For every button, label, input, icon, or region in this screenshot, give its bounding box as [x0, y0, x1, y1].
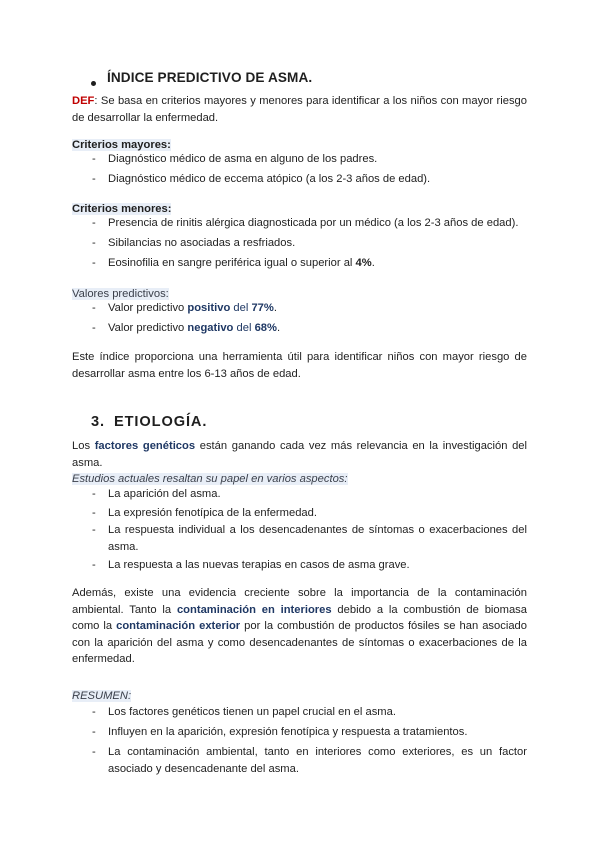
estudios-label: Estudios actuales resaltan su papel en varios aspectos:	[72, 473, 348, 485]
list-item: La respuesta individual a los desencadenantes de síntomas o exacerbaciones del asma.	[108, 524, 527, 553]
list-dash: -	[92, 726, 96, 738]
def-text: : Se basa en criterios mayores y menores para identificar a los niños con mayor riesgo de desarrollar la enfermedad.	[72, 95, 527, 124]
list-dash: -	[92, 488, 96, 500]
list-dash: -	[92, 153, 96, 165]
list-item-valor-positivo: Valor predictivo positivo del 77%.	[108, 302, 277, 314]
closing-paragraph: Este índice proporciona una herramienta útil para identificar niños con mayor riesgo de desarrollar asma entre los 6-13 años de edad.	[72, 351, 527, 380]
list-item-valor-negativo: Valor predictivo negativo del 68%.	[108, 322, 281, 334]
list-item: Influyen en la aparición, expresión fenotípica y respuesta a tratamientos.	[108, 726, 468, 738]
list-dash: -	[92, 322, 96, 334]
list-dash: -	[92, 507, 96, 519]
list-dash: -	[92, 237, 96, 249]
bullet-dot-icon	[91, 81, 96, 86]
list-item: Los factores genéticos tienen un papel crucial en el asma.	[108, 706, 396, 718]
heading-bullet	[91, 75, 96, 93]
section-number: 3.	[91, 414, 105, 430]
list-dash: -	[92, 559, 96, 571]
list-item: La contaminación ambiental, tanto en interiores como exteriores, es un factor asociado y desencadenante del asma.	[108, 746, 527, 775]
list-dash: -	[92, 746, 96, 758]
intro-paragraph: Los factores genéticos están ganando cada vez más relevancia en la investigación del asma.	[72, 440, 528, 469]
criterios-menores-label: Criterios menores:	[72, 203, 172, 215]
list-item: Diagnóstico médico de eccema atópico (a los 2-3 años de edad).	[108, 173, 431, 185]
list-item: La respuesta a las nuevas terapias en casos de asma grave.	[108, 559, 410, 571]
list-dash: -	[92, 173, 96, 185]
list-item: La expresión fenotípica de la enfermedad.	[108, 507, 317, 519]
def-label: DEF	[72, 95, 95, 107]
list-dash: -	[92, 524, 96, 536]
list-item: La aparición del asma.	[108, 488, 221, 500]
list-item: Diagnóstico médico de asma en alguno de los padres.	[108, 153, 378, 165]
section-heading-etiologia	[91, 414, 207, 430]
list-dash: -	[92, 302, 96, 314]
criterios-mayores-label: Criterios mayores:	[72, 139, 171, 151]
def-paragraph	[72, 93, 527, 126]
list-dash: -	[92, 706, 96, 718]
section-title: ETIOLOGÍA.	[113, 414, 208, 430]
list-item: Sibilancias no asociadas a resfriados.	[108, 237, 296, 249]
eosinofilia-pct: 4%	[355, 257, 372, 269]
list-dash: -	[92, 217, 96, 229]
list-item: Eosinofilia en sangre periférica igual o superior al 4%.	[108, 257, 375, 269]
list-dash: -	[92, 257, 96, 269]
list-item: Presencia de rinitis alérgica diagnosticada por un médico (a los 2-3 años de edad).	[108, 217, 519, 229]
resumen-label: RESUMEN:	[72, 690, 132, 702]
contaminacion-paragraph: Además, existe una evidencia creciente sobre la importancia de la contaminación ambiental. Tanto la contaminación en interiores debido a la combustión de biomasa como la contaminación exterior por la combustión de productos fósiles se han asociado con la aparición del asma y como desencadenantes de síntomas o exacerbaciones de la enfermedad.	[72, 587, 527, 665]
valores-predictivos-label: Valores predictivos:	[72, 288, 169, 300]
section-heading-indice: ÍNDICE PREDICTIVO DE ASMA.	[107, 70, 313, 85]
